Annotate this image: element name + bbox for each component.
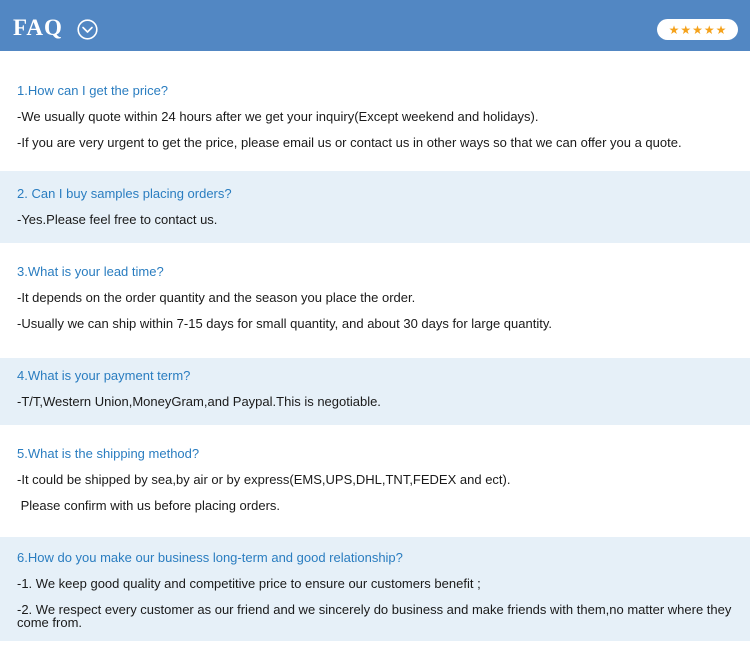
faq-question: 6.How do you make our business long-term and good relationship?	[17, 550, 403, 565]
star-icon: ★	[668, 22, 680, 37]
faq-item-1	[0, 65, 750, 168]
faq-answer: -It could be shipped by sea,by air or by express(EMS,UPS,DHL,TNT,FEDEX and ect).	[17, 472, 511, 487]
faq-title: FAQ	[13, 15, 63, 40]
faq-answer: -Yes.Please feel free to contact us.	[17, 212, 218, 227]
star-icon: ★	[703, 22, 715, 37]
faq-header	[0, 0, 750, 51]
faq-answer: -It depends on the order quantity and the season you place the order.	[17, 290, 416, 305]
star-icon: ★	[692, 22, 703, 37]
faq-answer: Please confirm with us before placing orders.	[17, 498, 281, 513]
faq-answer: -We usually quote within 24 hours after we get your inquiry(Except weekend and holidays).	[17, 109, 539, 124]
faq-question: 3.What is your lead time?	[17, 264, 164, 279]
faq-question: 1.How can I get the price?	[17, 83, 169, 98]
faq-item-3	[0, 243, 750, 356]
faq-item-5	[0, 425, 750, 535]
faq-item-2	[0, 171, 750, 243]
faq-answer: -2. We respect every customer as our friend and we sincerely do business and make friends with them,no matter where they come from.	[17, 602, 732, 630]
faq-answer: -Usually we can ship within 7-15 days for small quantity, and about 30 days for large quantity.	[17, 316, 552, 331]
star-rating	[657, 19, 738, 40]
faq-question: 5.What is the shipping method?	[17, 446, 200, 461]
faq-question: 4.What is your payment term?	[17, 368, 191, 383]
star-icon: ★	[680, 22, 692, 37]
faq-answer: -If you are very urgent to get the price, please email us or contact us in other ways so that we can offer you a quote.	[17, 135, 682, 150]
faq-question: 2. Can I buy samples placing orders?	[17, 186, 232, 201]
faq-item-4	[0, 358, 750, 425]
faq-answer: -1. We keep good quality and competitive price to ensure our customers benefit ;	[17, 576, 481, 591]
faq-answer: -T/T,Western Union,MoneyGram,and Paypal.This is negotiable.	[17, 394, 381, 409]
star-icon: ★	[715, 22, 727, 37]
chevron-down-circle-icon[interactable]	[77, 19, 98, 40]
faq-item-6	[0, 537, 750, 641]
